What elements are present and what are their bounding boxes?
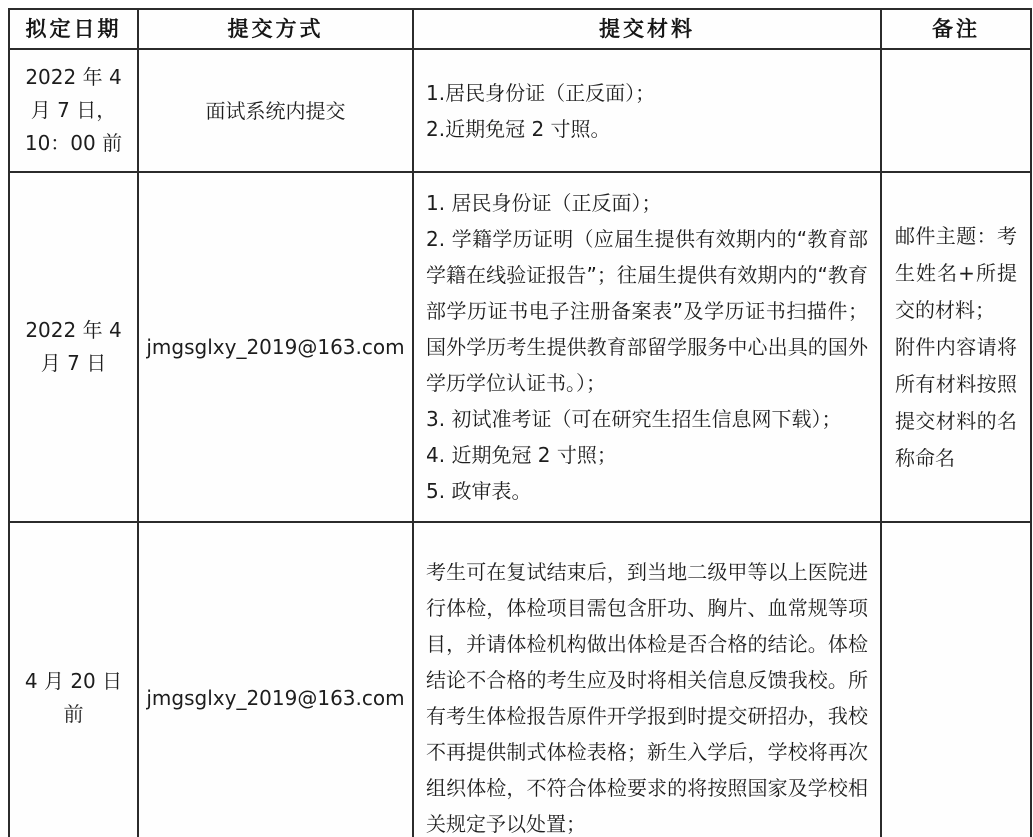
material-item: 5. 政审表。 bbox=[426, 479, 532, 503]
date-line: 月 7 日， bbox=[30, 98, 117, 122]
column-header-submission-method: 提交方式 bbox=[138, 9, 413, 49]
cell-submission-method-email: jmgsglxy_2019@163.com bbox=[138, 172, 413, 522]
table-row bbox=[9, 172, 1031, 522]
cell-remarks bbox=[881, 172, 1031, 522]
cell-submission-materials bbox=[413, 522, 881, 837]
material-item: 2. 学籍学历证明（应届生提供有效期内的“教育部学籍在线验证报告”；往届生提供有效期内的“教育部学历证书电子注册备案表”及学历证书扫描件；国外学历考生提供教育部留学服务中心出具的国外学历学位认证书。）； bbox=[426, 227, 868, 395]
date-line: 前 bbox=[63, 702, 84, 726]
submission-schedule-table bbox=[8, 8, 1032, 837]
remark-paragraph: 附件内容请将所有材料按照提交材料的名称命名 bbox=[895, 334, 1017, 470]
material-item: 1. 居民身份证（正反面）； bbox=[426, 191, 662, 215]
remark-paragraph: 邮件主题：考生姓名+所提交的材料； bbox=[895, 223, 1017, 322]
cell-remarks-empty bbox=[881, 49, 1031, 172]
cell-proposed-date bbox=[9, 49, 138, 172]
cell-submission-method-email: jmgsglxy_2019@163.com bbox=[138, 522, 413, 837]
cell-submission-method: 面试系统内提交 bbox=[138, 49, 413, 172]
date-line: 4 月 20 日 bbox=[24, 669, 123, 693]
material-item: 1.居民身份证（正反面）； bbox=[426, 80, 656, 105]
date-line: 月 7 日 bbox=[40, 351, 107, 375]
header-row bbox=[9, 9, 1031, 49]
material-item: 考生可在复试结束后，到当地二级甲等以上医院进行体检，体检项目需包含肝功、胸片、血常规等项目，并请体检机构做出体检是否合格的结论。体检结论不合格的考生应及时将相关信息反馈我校。所有考生体检报告原件开学报到时提交研招办，我校不再提供制式体检表格；新生入学后，学校将再次组织体检，不符合体检要求的将按照国家及学校相关规定予以处置； bbox=[426, 560, 868, 836]
material-item: 3. 初试准考证（可在研究生招生信息网下载）； bbox=[426, 407, 842, 431]
cell-submission-materials bbox=[413, 172, 881, 522]
cell-proposed-date bbox=[9, 172, 138, 522]
date-line: 10：00 前 bbox=[24, 131, 123, 155]
material-item: 4. 近期免冠 2 寸照； bbox=[426, 443, 617, 467]
column-header-remarks: 备注 bbox=[881, 9, 1031, 49]
cell-remarks-empty bbox=[881, 522, 1031, 837]
cell-submission-materials bbox=[413, 49, 881, 172]
cell-proposed-date bbox=[9, 522, 138, 837]
column-header-submission-materials: 提交材料 bbox=[413, 9, 881, 49]
date-line: 2022 年 4 bbox=[25, 318, 122, 342]
column-header-proposed-date: 拟定日期 bbox=[9, 9, 138, 49]
date-line: 2022 年 4 bbox=[25, 65, 122, 89]
table-row bbox=[9, 49, 1031, 172]
material-item: 2.近期免冠 2 寸照。 bbox=[426, 116, 611, 141]
table-row bbox=[9, 522, 1031, 837]
